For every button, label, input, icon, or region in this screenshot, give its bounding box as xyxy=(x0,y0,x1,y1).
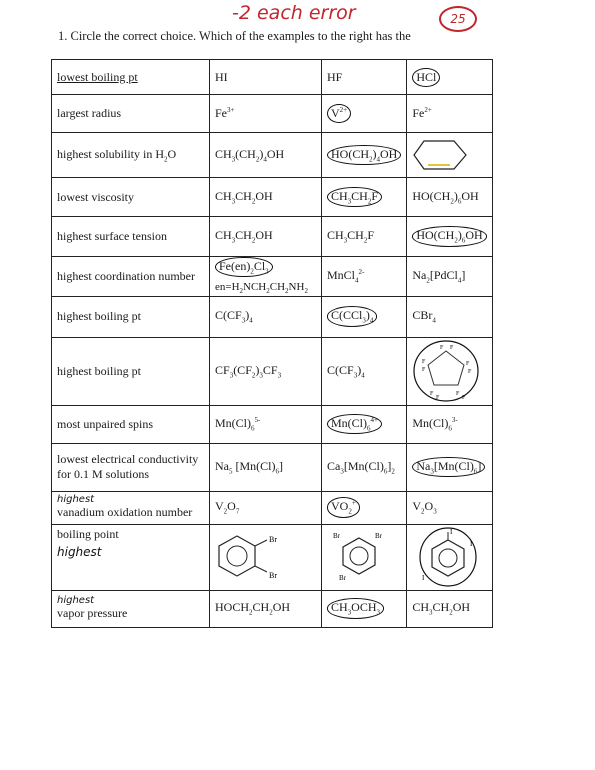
choice-c[interactable]: $V_2O_3$ xyxy=(407,491,492,524)
iodine-label: I xyxy=(422,574,425,583)
criterion-cell: highest boiling pt xyxy=(52,337,210,405)
choice-b[interactable]: HF xyxy=(322,60,407,95)
choice-b[interactable]: $CH_3CH_2F$ xyxy=(322,178,407,217)
table-row xyxy=(52,491,493,524)
choice-a[interactable]: $CH_3CH_2OH$ xyxy=(210,178,322,217)
fluorine-label: F xyxy=(456,391,460,398)
fluorine-label: F xyxy=(440,345,444,352)
answer-table xyxy=(51,59,493,628)
handwritten-highest: highest xyxy=(57,544,102,559)
table-row xyxy=(52,95,493,133)
choice-c[interactable]: $HO(CH_2)_6OH$ xyxy=(407,217,492,257)
table-row xyxy=(52,405,493,443)
bromine-label: Br xyxy=(269,535,277,545)
choice-a[interactable]: $C(CF_3)_4$ xyxy=(210,296,322,337)
choice-a[interactable]: $Mn(Cl)_6^{5-}$ xyxy=(210,405,322,443)
criterion-cell: largest radius xyxy=(52,95,210,133)
choice-b[interactable]: MnCl$_4^{2-}$ xyxy=(322,257,407,297)
handwritten-highest: highest xyxy=(57,595,95,607)
choice-a[interactable]: $Fe^{3+}$ xyxy=(210,95,322,133)
choice-c[interactable]: HCl xyxy=(407,60,492,95)
criterion-cell: lowest electrical conductivity for 0.1 M solutions xyxy=(52,443,210,491)
choice-a[interactable]: $CF_3(CF_2)_3CF_3$ xyxy=(210,337,322,405)
tribromobenzene-structure xyxy=(327,528,391,586)
choice-b[interactable]: $VO_2^+$ xyxy=(322,491,407,524)
choice-c[interactable]: $Mn(Cl)_6^{3-}$ xyxy=(407,405,492,443)
choice-a[interactable]: HI xyxy=(210,60,322,95)
choice-c[interactable]: $Na_2[PdCl_4]$ xyxy=(407,257,492,297)
grading-note: -2 each error xyxy=(232,2,356,24)
fluorine-label: F xyxy=(468,369,472,376)
bromine-label: Br xyxy=(269,571,277,581)
choice-c[interactable]: $CH_3CH_2OH$ xyxy=(407,590,492,627)
choice-b[interactable]: $C(CCl_3)_4$ xyxy=(322,296,407,337)
criterion-cell: most unpaired spins xyxy=(52,405,210,443)
choice-a[interactable]: $HOCH_2CH_2OH$ xyxy=(210,590,322,627)
criterion-cell: lowest boiling pt xyxy=(52,60,210,95)
choice-c[interactable] xyxy=(407,337,492,405)
choice-b[interactable]: $Mn(Cl)_6^{4+}$ xyxy=(322,405,407,443)
fluorine-label: F xyxy=(422,367,426,374)
table-row xyxy=(52,257,493,297)
score-badge: 25 xyxy=(439,6,477,32)
choice-a[interactable]: $CH_3CH_2OH$ xyxy=(210,217,322,257)
criterion-cell: highest coordination number xyxy=(52,257,210,297)
choice-a[interactable]: $CH_3(CH_2)_4OH$ xyxy=(210,133,322,178)
handwritten-highest: highest xyxy=(57,494,95,506)
criterion-cell: highest surface tension xyxy=(52,217,210,257)
criterion-cell: lowest viscosity xyxy=(52,178,210,217)
choice-b[interactable]: $HO(CH_2)_4OH$ xyxy=(322,133,407,178)
choice-b[interactable]: $V^{2+}$ xyxy=(322,95,407,133)
fluorine-label: F xyxy=(466,361,470,368)
criterion-cell: highest vanadium oxidation number xyxy=(52,491,210,524)
criterion-cell: highest solubility in $H_2O$ xyxy=(52,133,210,178)
fluorine-label: F xyxy=(422,359,426,366)
table-row xyxy=(52,524,493,590)
meta-dibromobenzene-structure xyxy=(215,528,305,586)
table-row xyxy=(52,60,493,95)
bromine-label: Br xyxy=(375,532,382,541)
choice-a[interactable]: $Fe(en)_2Cl_3$ $en=H_2NCH_2CH_2NH_2$ xyxy=(210,257,322,297)
choice-c[interactable]: $Fe^{2+}$ xyxy=(407,95,492,133)
choice-b[interactable]: $Ca_3[Mn(Cl)_6]_2$ xyxy=(322,443,407,491)
perfluorocyclopentane-structure xyxy=(412,339,480,403)
table-row xyxy=(52,590,493,627)
triiodobenzene-structure xyxy=(412,526,484,588)
fluorine-label: F xyxy=(436,395,440,402)
table-row xyxy=(52,133,493,178)
choice-c[interactable]: CBr$_4$ xyxy=(407,296,492,337)
choice-b[interactable]: $CH_3CH_2F$ xyxy=(322,217,407,257)
criterion-cell: boiling point highest xyxy=(52,524,210,590)
choice-a[interactable] xyxy=(210,524,322,590)
table-row xyxy=(52,337,493,405)
fluorine-label: F xyxy=(462,395,466,402)
choice-b[interactable] xyxy=(322,524,407,590)
criterion-cell: highest vapor pressure xyxy=(52,590,210,627)
choice-a[interactable]: $Na_5$ $[Mn(Cl)_6]$ xyxy=(210,443,322,491)
table-row xyxy=(52,217,493,257)
iodine-label: I xyxy=(450,528,453,537)
iodine-label: I xyxy=(470,540,473,549)
question-text: 1. Circle the correct choice. Which of the examples to the right has the xyxy=(58,29,411,43)
table-row xyxy=(52,443,493,491)
choice-b[interactable]: $CH_3OCH_3$ xyxy=(322,590,407,627)
fluorine-label: F xyxy=(430,391,434,398)
choice-c[interactable] xyxy=(407,524,492,590)
fluorine-label: F xyxy=(450,345,454,352)
choice-b[interactable]: $C(CF_3)_4$ xyxy=(322,337,407,405)
choice-a[interactable]: $V_2O_7$ xyxy=(210,491,322,524)
table-row xyxy=(52,296,493,337)
ligand-note: $en=H_2NCH_2CH_2NH_2$ xyxy=(215,281,308,296)
table-row xyxy=(52,178,493,217)
choice-c[interactable]: $HO(CH_2)_6OH$ xyxy=(407,178,492,217)
choice-c[interactable] xyxy=(407,133,492,178)
bromine-label: Br xyxy=(339,574,346,583)
choice-c[interactable]: $Na_3[Mn(Cl)_6]$ xyxy=(407,443,492,491)
criterion-cell: highest boiling pt xyxy=(52,296,210,337)
bromine-label: Br xyxy=(333,532,340,541)
cyclohexene-structure xyxy=(412,137,472,173)
